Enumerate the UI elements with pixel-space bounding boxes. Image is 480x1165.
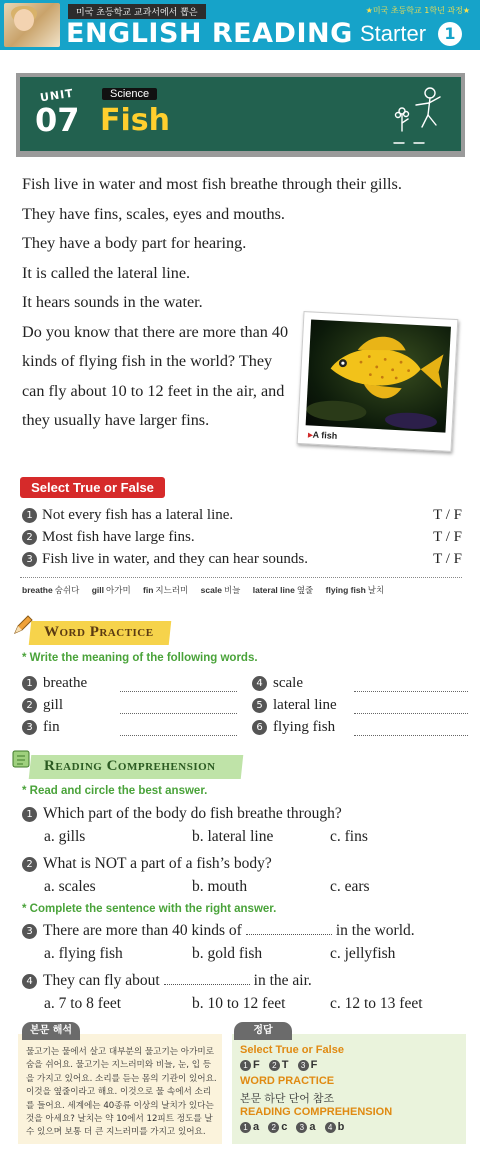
photo-caption [308, 429, 338, 442]
vocab-meaning: 날치 [367, 585, 385, 595]
answer-option[interactable]: a. flying fish [44, 945, 123, 962]
answer-key-tf-title: Select True or False [240, 1044, 344, 1056]
vocab-word: gill [91, 585, 105, 595]
header-photo [4, 3, 60, 47]
item-number: 3 [22, 720, 37, 735]
word-practice-item [22, 675, 87, 695]
answer-key-tf [240, 1059, 323, 1071]
answer-key-wp: 본문 하단 단어 참조 [240, 1093, 335, 1105]
rc-instruction: * Read and circle the best answer. [22, 785, 208, 797]
passage-line: They have fins, scales, eyes and mouths. [22, 204, 285, 223]
vocab-meaning: 숨쉬다 [54, 585, 80, 595]
answer-number: 2 [269, 1060, 280, 1071]
item-number: 1 [22, 508, 37, 523]
practice-word: flying fish [273, 719, 336, 735]
answer-value: b [337, 1121, 345, 1133]
question-text: They can fly about [43, 972, 160, 989]
answer-key-rc-title: READING COMPREHENSION [240, 1106, 393, 1118]
practice-word: gill [43, 697, 64, 713]
vocab-meaning: 지느러미 [155, 585, 189, 595]
question-text: There are more than 40 kinds of [43, 922, 242, 939]
true-false-item [22, 529, 462, 549]
item-number: 6 [252, 720, 267, 735]
true-false-item [22, 507, 462, 527]
passage-line: It is called the lateral line. [22, 263, 191, 282]
practice-word: scale [273, 675, 303, 691]
answer-value: T [281, 1059, 289, 1071]
book-icon [10, 748, 32, 770]
answer-option[interactable]: c. fins [330, 828, 368, 845]
photo-caption-text: A fish [312, 429, 338, 441]
question-text: in the world. [335, 922, 415, 939]
answer-option[interactable]: b. lateral line [192, 828, 274, 845]
true-false-choice[interactable]: T / F [433, 507, 462, 523]
answer-number: 2 [268, 1122, 279, 1133]
question-number: 4 [22, 974, 37, 989]
answer-number: 3 [298, 1060, 309, 1071]
question [22, 922, 415, 940]
caption-arrow-icon: ▸ [307, 429, 313, 440]
answer-option[interactable]: c. 12 to 13 feet [330, 995, 423, 1012]
item-number: 4 [252, 676, 267, 691]
book-level: Starter [360, 21, 427, 46]
item-number: 2 [22, 530, 37, 545]
word-practice-item [22, 697, 63, 717]
answer-option[interactable]: b. gold fish [192, 945, 263, 962]
word-practice-title: Word Practice [44, 624, 154, 640]
answer-blank[interactable] [120, 735, 237, 736]
answer-number: 4 [325, 1122, 336, 1133]
answer-number: 1 [240, 1060, 251, 1071]
question [22, 972, 312, 990]
true-false-item [22, 551, 462, 571]
book-header [0, 0, 480, 50]
vocab-word: fin [143, 585, 154, 595]
item-number: 2 [22, 698, 37, 713]
unit-label: UNIT [39, 86, 75, 105]
book-level-number: 1 [438, 22, 462, 46]
vocab-meaning: 아가미 [106, 585, 131, 595]
question [22, 855, 272, 873]
vocab-meaning: 옆줄 [296, 585, 314, 595]
word-practice-item [252, 697, 337, 717]
question-number: 3 [22, 924, 37, 939]
vocab-word: scale [200, 585, 222, 595]
item-text: Fish live in water, and they can hear sounds. [42, 551, 309, 567]
header-tag: 미국 초등학교 교과서에서 뽑은 [68, 4, 206, 19]
fill-in-blank[interactable] [246, 923, 332, 935]
question [22, 805, 342, 823]
passage-line: It hears sounds in the water. [22, 293, 203, 311]
header-grade: ★미국 초등학교 1학년 과정★ [365, 6, 470, 15]
answer-value: F [310, 1059, 318, 1071]
answer-key-label: 정답 [234, 1022, 292, 1040]
vocab-meaning: 비늘 [223, 585, 241, 595]
answer-blank[interactable] [354, 691, 468, 692]
translation-label: 본문 해석 [22, 1022, 80, 1040]
passage-line: Fish live in water and most fish breathe through their gills. [22, 175, 402, 193]
rc-instruction: * Complete the sentence with the right answer. [22, 903, 277, 915]
item-number: 3 [22, 552, 37, 567]
practice-word: breathe [43, 675, 88, 691]
word-practice-instruction: * Write the meaning of the following words. [22, 652, 258, 664]
divider [20, 577, 462, 578]
vocab-word: breathe [22, 585, 53, 595]
true-false-choice[interactable]: T / F [433, 551, 462, 567]
item-text: Not every fish has a lateral line. [42, 507, 234, 523]
question-number: 1 [22, 807, 37, 822]
answer-key-rc [240, 1121, 350, 1133]
unit-chalkboard [16, 73, 465, 157]
subject-badge: Science [102, 88, 157, 100]
unit-number: 07 [35, 101, 80, 139]
practice-word: lateral line [273, 697, 337, 713]
fish-photo [306, 319, 451, 432]
answer-option[interactable]: b. 10 to 12 feet [192, 995, 286, 1012]
unit-title: Fish [100, 103, 170, 138]
answer-key-wp-title: WORD PRACTICE [240, 1075, 335, 1087]
reading-comprehension-title: Reading Comprehension [44, 758, 216, 774]
answer-option[interactable]: c. ears [330, 878, 370, 895]
passage-line: They have a body part for hearing. [22, 234, 247, 252]
passage-paragraph: Do you know that there are more than 40 kinds of flying fish in the world? They can fly about 10 to 12 feet in the air, and they usually have larger fins. [22, 322, 289, 429]
answer-blank[interactable] [120, 713, 237, 714]
book-title: ENGLISH READING [66, 18, 353, 49]
answer-number: 1 [240, 1122, 251, 1133]
answer-option[interactable]: a. gills [44, 828, 86, 845]
answer-option[interactable]: a. 7 to 8 feet [44, 995, 122, 1012]
answer-option[interactable]: c. jellyfish [330, 945, 396, 962]
item-number: 1 [22, 676, 37, 691]
practice-word: fin [43, 719, 60, 735]
answer-blank[interactable] [354, 735, 468, 736]
vocabulary-list [22, 584, 394, 596]
answer-blank[interactable] [120, 691, 237, 692]
answer-option[interactable]: a. scales [44, 878, 96, 895]
vocab-word: lateral line [252, 585, 295, 595]
fill-in-blank[interactable] [164, 973, 250, 985]
word-practice-item [252, 719, 335, 739]
item-text: Most fish have large fins. [42, 529, 195, 545]
chalk-figures-icon [386, 83, 456, 153]
true-false-title: Select True or False [20, 477, 165, 498]
answer-number: 3 [296, 1122, 307, 1133]
translation-text: 물고기는 물에서 살고 대부분의 물고기는 아가미로 숨을 쉬어요. 물고기는 지느러미와 비늘, 눈, 입 등을 가지고 있어요. 소리를 듣는 몸의 기관이 있어요. 이것을 옆줄이라고 해요. 이것으로 물 속에서 소리를 들어요. 세계에는 40종류 이상의 날치가 있다는 것을 아세요? 날치는 약 10에서 12피트 정도를 날 수 있으며 보통 더 큰 지느러미를 가지고 있어요. [26, 1047, 217, 1138]
item-number: 5 [252, 698, 267, 713]
answer-blank[interactable] [354, 713, 468, 714]
answer-value: c [281, 1121, 288, 1133]
pencil-icon [12, 614, 34, 636]
question-text: What is NOT a part of a fish’s body? [43, 855, 272, 872]
vocab-word: flying fish [325, 585, 366, 595]
answer-option[interactable]: b. mouth [192, 878, 248, 895]
answer-value: a [253, 1121, 260, 1133]
word-practice-item [252, 675, 303, 695]
question-text: in the air. [253, 972, 312, 989]
answer-value: a [309, 1121, 316, 1133]
answer-value: F [253, 1059, 260, 1071]
true-false-choice[interactable]: T / F [433, 529, 462, 545]
question-text: Which part of the body do fish breathe through? [43, 805, 342, 822]
word-practice-item [22, 719, 60, 739]
fish-photo-card [297, 311, 459, 452]
question-number: 2 [22, 857, 37, 872]
